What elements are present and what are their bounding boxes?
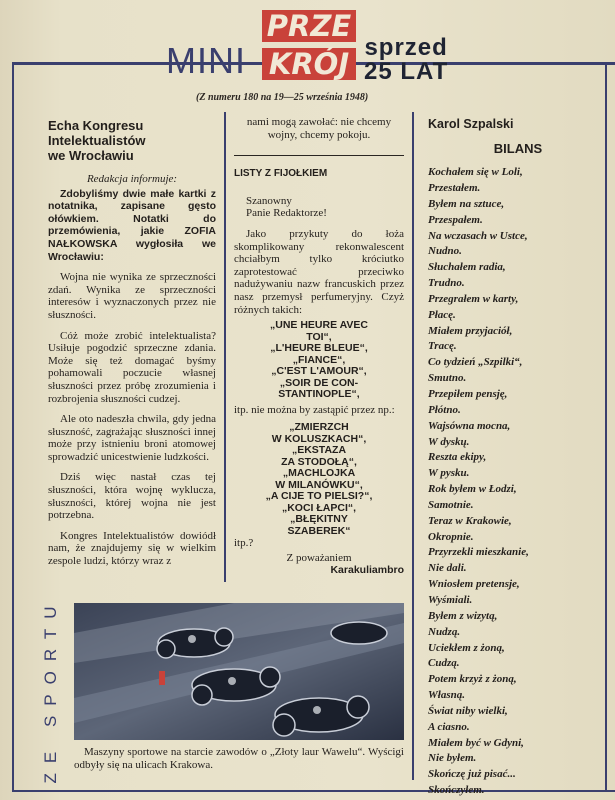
- column-divider-1: [224, 112, 226, 582]
- header-mini: MINI: [166, 40, 246, 81]
- name-line: „KOCI ŁAPCI“,: [281, 501, 357, 514]
- poem-line: Reszta ekipy,: [428, 451, 487, 464]
- polish-names: [234, 422, 404, 537]
- logo-top: PRZE: [262, 10, 356, 42]
- poem-line: Słuchałem radia,: [428, 261, 506, 274]
- paragraph: Kongres Intelektualistów dowiódł nam, że znajdujemy się w wielkim zespole ludzi, którzy wraz z: [48, 529, 216, 568]
- race-cars-photo: [74, 603, 404, 740]
- paragraph: Ale oto nadeszła chwila, gdy jedna słuszność, zagrażając słuszności innej może przy istnieniu broni atomowej sprowadzić unicestwienie ludzkości.: [48, 413, 216, 463]
- name-line: „L'HEURE BLEUE“,: [270, 342, 368, 355]
- sprzed-line2: 25 LAT: [364, 58, 449, 85]
- salutation-line: Szanowny: [246, 194, 292, 207]
- poem-line: Cudzą.: [428, 657, 460, 670]
- french-names: [234, 320, 404, 401]
- logo-bottom: KRÓJ: [262, 48, 356, 80]
- letter-itp: itp.?: [234, 537, 254, 550]
- poem-line: Przespałem.: [428, 213, 483, 226]
- name-line: „ZMIERZCH: [289, 421, 349, 434]
- poem-verse: [428, 165, 608, 799]
- poem-line: Trudno.: [428, 277, 465, 290]
- poem-line: A ciasno.: [428, 720, 470, 733]
- letter-middle: itp. nie można by zastąpić przez np.:: [234, 403, 395, 416]
- article-title: [48, 118, 216, 163]
- name-line: „C'EST L'AMOUR“,: [271, 365, 367, 378]
- poem-line: Okropnie.: [428, 530, 474, 543]
- article-intro: Redakcja informuje:: [86, 173, 178, 185]
- name-line: „BŁĘKITNY: [290, 513, 348, 526]
- poem-line: Skończę już pisać...: [428, 768, 516, 781]
- poem-line: Przegrałem w karty,: [428, 292, 519, 305]
- header-sprzed: [364, 36, 448, 84]
- name-line: TOI“,: [306, 330, 332, 343]
- poem-title: BILANS: [493, 140, 543, 156]
- poem-line: Miałem przyjaciół,: [428, 324, 513, 337]
- article-lead: Zdobyliśmy dwie małe kartki z notatnika, zapisane gęsto ołówkiem. Notatki do przemówienia, jakie ZOFIA NAŁKOWSKA wygłosiła we Wrocławiu:: [48, 187, 216, 263]
- poem-line: Miałem być w Gdyni,: [428, 736, 524, 749]
- poem-line: W pysku.: [428, 467, 470, 480]
- title-line: Intelektualistów: [48, 133, 146, 148]
- poem-line: Smutno.: [428, 372, 467, 385]
- section-title: LISTY Z FIJOŁKIEM: [234, 168, 328, 180]
- letter-body: Jako przykuty do łoża skomplikowany rekonwalescent chciałbym tylko króciutko zaprotestować przeciwko nadużywaniu nazw francuskich przez nasz przemysł perfumeryjny. Czyż różnych takich:: [234, 227, 404, 316]
- poem-line: Nie byłem.: [428, 752, 477, 765]
- poem-bilans: [428, 116, 608, 799]
- poem-line: Nudno.: [428, 245, 462, 258]
- poem-author: Karol Szpalski: [428, 117, 514, 131]
- poem-line: W dyskų.: [428, 435, 470, 448]
- poem-line: Potem krzyż z żoną,: [428, 673, 517, 686]
- letter-closing: Z poważaniem: [286, 551, 352, 564]
- poem-line: Płacę.: [428, 308, 456, 321]
- article-listy: [234, 116, 404, 577]
- salutation-line: Panie Redaktorze!: [246, 207, 327, 220]
- name-line: „FIANCE“,: [292, 353, 346, 366]
- name-line: „MACHLOJKA: [282, 467, 356, 480]
- przekroj-logo: [262, 6, 356, 80]
- paragraph: Cóż może zrobić intelektualista? Usiłuje pogodzić sprzeczne zdania. Może się też domagać byśmy pohamowali poczucie własnej słuszności przez próbę zrozumienia i rozbrojenia słuszności cudzej.: [48, 329, 216, 405]
- poem-line: Co tydzień „Szpilki“,: [428, 356, 523, 369]
- poem-line: Wniosłem pretensje,: [428, 578, 520, 591]
- poem-line: Byłem na sztuce,: [428, 197, 505, 210]
- paragraph: Dziś więc nastał czas tej słuszności, która wojnę wyklucza, słuszności, której wojna nie jest potrzebna.: [48, 471, 216, 522]
- name-line: ZA STODOŁĄ“,: [281, 455, 357, 468]
- sport-label-text: ZE SPORTU: [41, 596, 60, 784]
- poem-line: Przepiłem pensję,: [428, 388, 508, 400]
- issue-note: (Z numeru 180 na 19—25 września 1948): [196, 92, 369, 103]
- section-label-sport: [38, 596, 64, 784]
- poem-line: Płótno.: [428, 403, 461, 416]
- poem-line: Samotnie.: [428, 498, 474, 511]
- race-cars-illustration: [74, 603, 404, 740]
- poem-line: Na wczasach w Ustce,: [428, 229, 528, 242]
- name-line: „SOIR DE CON-: [279, 376, 359, 389]
- poem-line: Własną.: [428, 689, 465, 702]
- poem-line: Wajsówna mocna,: [428, 419, 511, 432]
- poem-line: Nudzą.: [428, 625, 461, 638]
- sprzed-line1: sprzed: [364, 34, 448, 61]
- article-continuation: nami mogą zawołać: nie chcemy wojny, chcemy pokoju.: [246, 116, 392, 141]
- name-line: „EKSTAZA: [291, 444, 347, 457]
- paragraph: Wojna nie wynika ze sprzeczności zdań. Wynika ze sprzeczności interesów i wyznaczonych przez nie słuszności.: [48, 271, 216, 321]
- name-line: STANTINOPLE“,: [278, 388, 360, 401]
- name-line: „A CIJE TO PIELSI?“,: [265, 490, 373, 503]
- poem-line: Przestałem.: [428, 182, 481, 195]
- poem-line: Uciekłem z żoną,: [428, 641, 505, 654]
- poem-line: Tracę.: [428, 340, 457, 353]
- poem-line: Wyśmiali.: [428, 593, 473, 606]
- poem-line: Świat niby wielki,: [428, 704, 508, 717]
- name-line: W KOLUSZKACH“,: [271, 432, 367, 445]
- column-divider-2: [412, 112, 414, 780]
- poem-line: Skończyłem.: [428, 784, 485, 797]
- name-line: W MILANÓWKU“,: [275, 478, 363, 491]
- poem-line: Przyrzekli mieszkanie,: [428, 546, 529, 559]
- title-line: Echa Kongresu: [48, 118, 144, 133]
- photo-caption: Maszyny sportowe na starcie zawodów o „Złoty laur Wawelu“. Wyścigi odbyły się na ulicach Krakowa.: [74, 746, 404, 771]
- letter-signature: Karakuliambro: [330, 564, 404, 577]
- name-line: SZABEREK“: [287, 524, 351, 537]
- poem-line: Kochałem się w Loli,: [428, 166, 523, 179]
- poem-line: Teraz w Krakowie,: [428, 514, 512, 527]
- poem-line: Byłem z wizytą,: [428, 609, 498, 622]
- article-kongres: [48, 116, 216, 568]
- poem-line: Rok byłem w Łodzi,: [428, 483, 517, 496]
- poem-line: Nie dali.: [428, 562, 467, 575]
- frame-left: [12, 63, 14, 792]
- title-line: we Wrocławiu: [48, 148, 134, 163]
- section-rule: [234, 155, 404, 156]
- name-line: „UNE HEURE AVEC: [269, 319, 368, 332]
